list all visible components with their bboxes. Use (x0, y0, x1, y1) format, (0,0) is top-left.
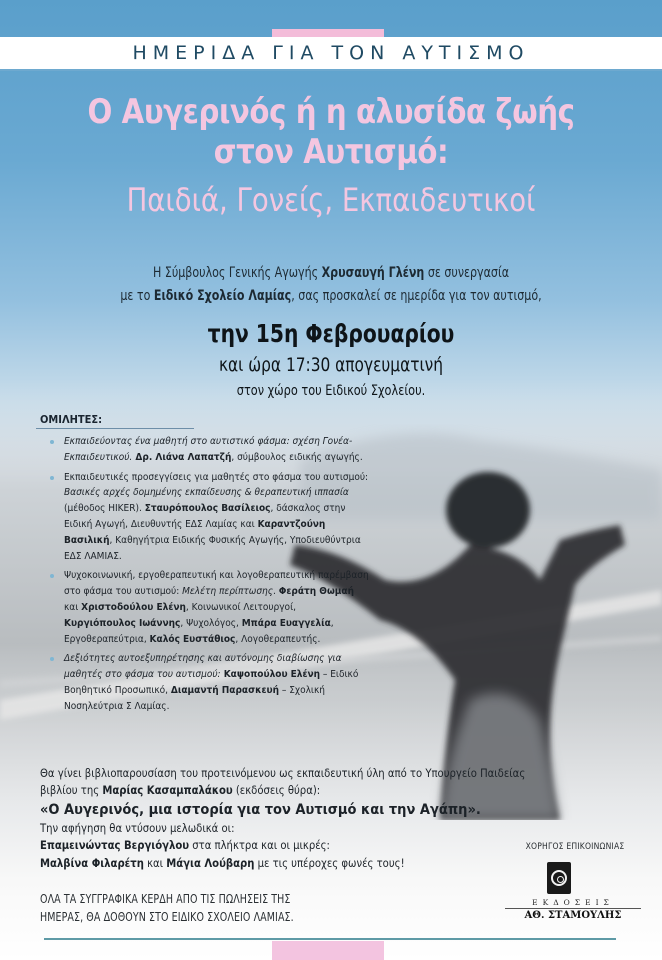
book-presentation (40, 765, 630, 872)
musician-name: Επαμεινώντας Βεργιόγλου (40, 839, 190, 853)
logo-spiral-icon (551, 870, 567, 886)
separator: και (64, 601, 82, 613)
separator: . (273, 586, 279, 598)
speaker-role: , Λογοθεραπευτής. (235, 633, 321, 645)
bottom-divider (44, 938, 616, 940)
proceeds-notice (40, 890, 294, 926)
bottom-pink-accent (272, 941, 384, 960)
intro-text: Η Σύμβουλος Γενικής Αγωγής (152, 265, 322, 281)
talk-title: Εκπαιδεύοντας ένα μαθητή στο αυτιστικό φάσμα: σχέση Γονέα-Εκπαιδευτικού. (64, 436, 353, 463)
event-time: και ώρα 17:30 απογευματινή (218, 354, 444, 376)
speaker-role: , Κοινωνικοί Λειτουργοί, (185, 601, 296, 613)
main-subtitle: Παιδιά, Γονείς, Εκπαιδευτικοί (126, 181, 536, 219)
book-intro: Θα γίνει βιβλιοπαρουσίαση του προτεινόμενου ως εκπαιδευτική ύλη από το Υπουργείο Παιδείας (40, 767, 526, 780)
main-title-line1: Ο Αυγερινός ή η αλυσίδα ζωής (87, 92, 575, 132)
speaker-role: , Εργοθεραπεύτρια, (64, 617, 334, 645)
speaker-role: , δάσκαλος στην Ειδική Αγωγή, Διευθυντής ΕΔΣ Λαμίας και (64, 503, 346, 530)
talk-subtitle: Βασικές αρχές δομημένης εκπαίδευσης & θεραπευτική ιππασία (64, 487, 349, 499)
bullet-icon (50, 476, 54, 480)
text: στα πλήκτρα και οι μικρές: (189, 839, 330, 853)
singer-name: Μάγια Λούβαρη (166, 856, 255, 870)
main-title-line2: στον Αυτισμό: (213, 132, 449, 172)
speaker-item (50, 434, 370, 466)
invitation-text (40, 262, 623, 308)
speaker-name: Καλός Ευστάθιος (149, 633, 236, 645)
bullet-icon (50, 657, 54, 661)
speaker-role: , Καθηγήτρια Ειδικής Φυσικής Αγωγής, Υποδιευθύντρια ΕΔΣ ΛΑΜΙΑΣ. (64, 534, 361, 562)
top-pink-accent (272, 29, 384, 37)
organizer-name: Χρυσαυγή Γλένη (321, 265, 425, 281)
speaker-name: Κυργιόπουλος Ιωάννης (64, 617, 181, 629)
event-place: στον χώρο του Ειδικού Σχολείου. (236, 383, 426, 399)
text: βιβλίου της (40, 784, 103, 798)
speaker-name: Καψοπούλου Ελένη (220, 669, 321, 681)
talk-subtitle: Μελέτη περίπτωσης (182, 586, 274, 598)
publisher-name: ΑΘ. ΣΤΑΜΟΥΛΗΣ (524, 910, 622, 921)
intro-text: σε συνεργασία (424, 265, 510, 281)
school-name: Ειδικό Σχολείο Λαμίας (153, 288, 292, 304)
event-date: την 15η Φεβρουαρίου (207, 319, 455, 348)
bullet-icon (50, 440, 54, 444)
text: και (143, 856, 167, 870)
speaker-name: Μπάρα Ευαγγελία (241, 617, 331, 629)
proceeds-line: ΟΛΑ ΤΑ ΣΥΓΓΡΑΦΙΚΑ ΚΕΡΔΗ ΑΠΟ ΤΙΣ ΠΩΛΗΣΕΙΣ ΤΗΣ (40, 892, 291, 906)
publisher-label: ΕΚΔΟΣΕΙΣ (505, 898, 641, 909)
author-name: Μαρίας Κασαμπαλάκου (102, 784, 233, 798)
header-band (0, 37, 662, 71)
intro-text: , σας προσκαλεί σε ημερίδα για τον αυτισμό, (291, 288, 542, 304)
speakers-divider (36, 428, 194, 429)
speaker-name: Δρ. Λιάνα Λαπατζή (132, 451, 232, 463)
text: με τις υπέροχες φωνές τους! (254, 856, 405, 870)
speaker-name: Καραντζούνη Βασιλική (64, 518, 326, 546)
speakers-heading: ΟΜΙΛΗΤΕΣ: (40, 413, 103, 426)
speakers-list (50, 434, 370, 719)
talk-title: Δεξιότητες αυτοεξυπηρέτησης και αυτόνομης διαβίωσης για μαθητές στο φάσμα του αυτισμού: (64, 653, 342, 681)
sponsor-label: ΧΟΡΗΓΟΣ ΕΠΙΚΟΙΝΩΝΙΑΣ (525, 842, 625, 852)
intro-text: με το (120, 288, 154, 304)
speaker-item (50, 651, 370, 714)
publisher-logo-icon (547, 862, 571, 894)
book-author-line (40, 782, 630, 799)
speaker-item (50, 470, 370, 565)
speaker-name: Χριστοδούλου Ελένη (81, 601, 186, 613)
music-intro: Την αφήγηση θα ντύσουν μελωδικά οι: (40, 821, 235, 835)
speaker-role: – Ειδικό Βοηθητικό Προσωπικό, (64, 669, 359, 696)
singer-name: Μαλβίνα Φιλαρέτη (40, 856, 144, 870)
speaker-name: Φεράτη Θωμαή (278, 586, 354, 598)
logo-center-icon (557, 876, 564, 883)
book-title: «Ο Αυγερινός, μια ιστορία για τον Αυτισμό και την Αγάπη». (40, 801, 481, 818)
speaker-role: – Σχολική Νοσηλεύτρια Σ Λαμίας. (64, 684, 325, 712)
bullet-icon (50, 574, 54, 578)
speaker-name: Σταυρόπουλος Βασίλειος (144, 503, 271, 515)
text: (εκδόσεις θύρα): (232, 784, 321, 798)
event-type-title: ΗΜΕΡΙΔΑ ΓΙΑ ΤΟΝ ΑΥΤΙΣΜΟ (132, 42, 530, 64)
singers-line (40, 855, 630, 872)
speaker-role: , σύμβουλος ειδικής αγωγής. (231, 451, 363, 463)
speaker-item (50, 568, 370, 647)
speaker-name: Διαμαντή Παρασκευή (170, 684, 279, 696)
proceeds-line: ΗΜΕΡΑΣ, ΘΑ ΔΟΘΟΥΝ ΣΤΟ ΕΙΔΙΚΟ ΣΧΟΛΕΙΟ ΛΑΜΙΑΣ. (40, 910, 294, 924)
talk-note: (μέθοδος HIKER). (64, 503, 145, 515)
talk-title: Ψυχοκοινωνική, εργοθεραπευτική και λογοθεραπευτική παρέμβαση στο φάσμα του αυτισμού: (64, 570, 369, 598)
speaker-role: , Ψυχολόγος, (180, 617, 242, 629)
talk-title: Εκπαιδευτικές προσεγγίσεις για μαθητές στο φάσμα του αυτισμού: (64, 471, 369, 483)
